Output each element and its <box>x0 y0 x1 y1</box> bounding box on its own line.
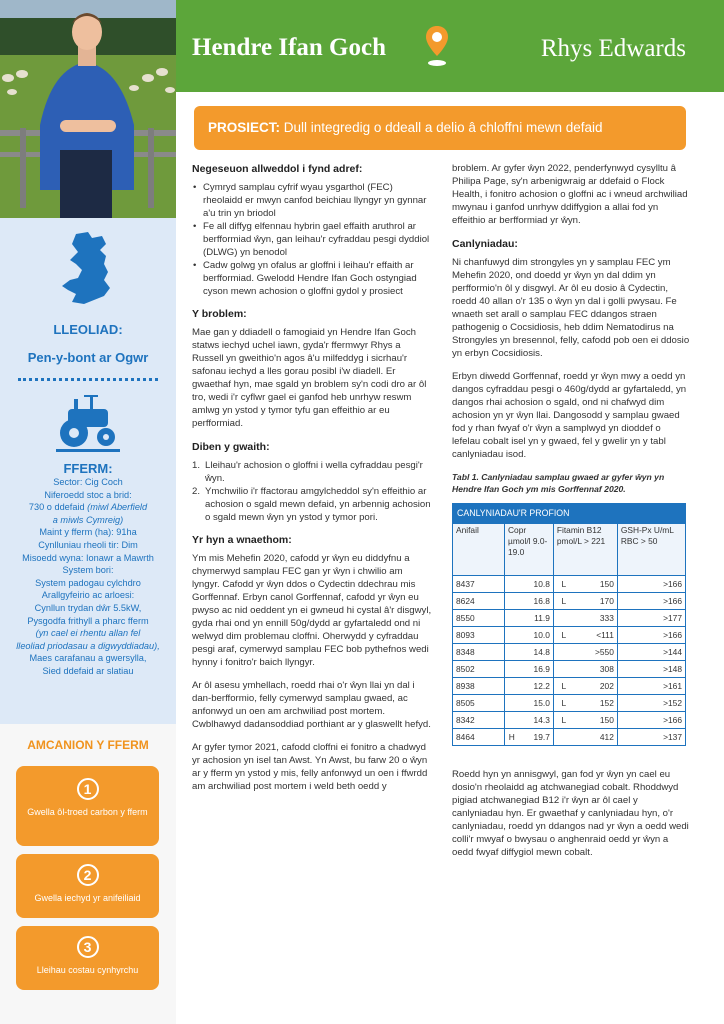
aims-heading: Diben y gwaith: <box>192 441 270 453</box>
cell-animal: 8093 <box>453 627 505 644</box>
cell-gsh: >166 <box>617 593 685 610</box>
what-we-did-paragraph-2: Ar ôl asesu ymhellach, roedd rhai o'r ŵyn llai yn dal i dan-berfformio, felly cymerwyd samplau gwaed, ac anfonwyd un oen am archwiliad post mortem. Cwblhawyd dadansoddiad porthiant ar y glaswellt hefyd. <box>192 680 431 730</box>
farm-grazing-value: System padogau cylchdro <box>35 577 141 588</box>
cell-animal: 8464 <box>453 729 505 746</box>
cell-b12-value: 152 <box>599 697 614 708</box>
cell-copper: 14.8 <box>519 644 554 661</box>
cell-copper: 16.9 <box>519 661 554 678</box>
farm-stock-label: Niferoedd stoc a brid: <box>44 489 132 500</box>
cell-gsh: >152 <box>617 695 685 712</box>
farm-diversification-5: Maes carafanau a gwersylla, <box>29 653 147 664</box>
cell-b12 <box>553 644 617 661</box>
location-value: Pen-y-bont ar Ogwr <box>27 350 149 365</box>
cell-animal: 8550 <box>453 610 505 627</box>
what-we-did-paragraph-1: Ym mis Mehefin 2020, cafodd yr ŵyn eu diddyfnu a chymerwyd samplau FEC gan yr ŵyn i chwilio am lyngyr. Cafodd yr ŵyn ddos o Cydectin ddechrau mis Gorffennaf. Erbyn canol Gorffennaf, cafodd yr ŵyn eu pwyso ac nid oeddent yn ei gwneud hi cystal â'r disgwyl, gyda rhai ond yn ennill 50g/dydd ar gyfartaledd ond ni welwyd dim problemau cloffni. Oherwydd y cyfraddau pesgi araf, cymerwyd samplau FEC bob pythefnos wedi hynny i fonitro'r baich llyngyr. <box>192 553 432 668</box>
content-column-left <box>192 162 432 803</box>
table-row <box>453 610 686 627</box>
cell-copper-flag <box>505 712 519 729</box>
cell-b12-value: 202 <box>599 680 614 691</box>
cell-b12-flag: L <box>561 714 567 725</box>
cell-copper: 16.8 <box>519 593 554 610</box>
aim-text-2: Gwella iechyd yr anifeiliaid <box>34 893 141 903</box>
key-message-item: • Cadw golwg yn ofalus ar gloffni i leihau'r effaith ar berfformiad. Gwelodd Hendre Ifan Goch ostyngiad cyson mewn achosion o gloffni gydol y prosiect <box>192 259 432 298</box>
table-row <box>453 576 686 593</box>
location-label: LLEOLIAD: <box>53 322 123 337</box>
cell-copper: 14.3 <box>519 712 554 729</box>
problem-heading: Y broblem: <box>192 308 247 320</box>
cell-animal: 8348 <box>453 644 505 661</box>
cell-b12-value: 150 <box>599 714 614 725</box>
cell-copper-flag <box>505 644 519 661</box>
cell-animal: 8342 <box>453 712 505 729</box>
cell-gsh: >161 <box>617 678 685 695</box>
divider <box>18 378 158 381</box>
table-header-copper: Copr µmol/l 9.0-19.0 <box>505 524 554 576</box>
aim-card-3 <box>16 926 159 990</box>
cell-copper: 11.9 <box>519 610 554 627</box>
table-header-animal: Anifail <box>453 524 505 576</box>
cell-b12 <box>553 712 617 729</box>
cell-gsh: >144 <box>617 644 685 661</box>
farm-land-schemes: Cynlluniau rheoli tir: Dim <box>38 539 138 550</box>
page-header <box>176 0 724 92</box>
aims-list <box>192 459 432 524</box>
key-messages-heading: Negeseuon allweddol i fynd adref: <box>192 163 363 175</box>
aim-number-3: 3 <box>77 936 99 958</box>
results-table <box>452 503 686 746</box>
cell-b12-flag: L <box>561 629 567 640</box>
farm-lambing: Misoedd wyna: Ionawr a Mawrth <box>22 552 154 563</box>
cell-b12-value: 150 <box>599 578 614 589</box>
wales-map-icon <box>0 230 176 310</box>
cell-gsh: >166 <box>617 627 685 644</box>
table-row <box>453 644 686 661</box>
cell-copper: 10.0 <box>519 627 554 644</box>
farm-diversification-1: Cynllun trydan dŵr 5.5kW, <box>34 602 142 613</box>
cell-b12-flag: L <box>561 680 567 691</box>
closing-paragraph: Roedd hyn yn annisgwyl, gan fod yr ŵyn yn cael eu dosio'n rheolaidd ag atchwanegiad cobalt. Rhoddwyd pigiad atchwanegiad B12 i'r ŵyn ar ôl cael y canlyniadau hyn. Er gwaethaf y canlyniadau hyn, o'r canlyniadau, roedd yn ddangos nad yr ŵyn a oedd wedi colli'r mwyaf o bwysau o anghenraid oedd yr ŵyn a oedd fwyaf diffygiol mewn cobalt. <box>452 769 689 858</box>
aim-number-1: 1 <box>77 778 99 800</box>
cell-animal: 8938 <box>453 678 505 695</box>
results-paragraph-1: Ni chanfuwyd dim strongyles yn y samplau FEC ym Mehefin 2020, ond doedd yr ŵyn yn dal ddim yn perfformio'n ôl y disgwyl. Ar ôl eu dosio â Cydectin, roedd 40 allan o'r 135 o ŵyn yn dal i golli pwysau. Fe wnaeth set arall o samplau FEC ddangos straen pathogenig o Cocsidiosis, heb ddim Nematodirus na Strongyles yn bresennol, felly, cafodd pob oen ei ddosio yn erbyn Cocsidiosis. <box>452 257 690 359</box>
farm-grazing-label: System bori: <box>62 565 114 576</box>
cell-gsh: >166 <box>617 576 685 593</box>
cell-animal: 8502 <box>453 661 505 678</box>
cell-gsh: >166 <box>617 712 685 729</box>
farm-aims-title: AMCANION Y FFERM <box>27 738 149 752</box>
table-header-gsh: GSH-Px U/mL RBC > 50 <box>617 524 685 576</box>
project-title: Dull integredig o ddeall a delio â chloffni mewn defaid <box>283 120 603 135</box>
aim-number-2: 2 <box>77 864 99 886</box>
cell-animal: 8624 <box>453 593 505 610</box>
cell-b12 <box>553 576 617 593</box>
farm-diversification-label: Arallgyfeirio ac arloesi: <box>41 590 135 601</box>
cell-copper-flag <box>505 661 519 678</box>
table-row <box>453 729 686 746</box>
tractor-icon <box>0 391 176 453</box>
farm-aims-panel <box>0 724 176 1024</box>
aim-card-2 <box>16 854 159 918</box>
farm-diversification-3: (yn cael ei rhentu allan fel <box>35 628 141 639</box>
key-message-item: • Cymryd samplau cyfrif wyau ysgarthol (FEC) rheolaidd er mwyn canfod beichiau llyngyr yn gynnar a'u trin yn briodol <box>192 181 432 220</box>
cell-copper-flag <box>505 627 519 644</box>
table-title: CANLYNIADAU'R PROFION <box>453 504 686 524</box>
cell-copper-flag <box>505 593 519 610</box>
cell-animal: 8505 <box>453 695 505 712</box>
cell-copper-flag: H <box>505 729 519 746</box>
what-we-did-heading: Yr hyn a wnaethom: <box>192 534 292 546</box>
table-header-b12: Fitamin B12 pmol/L > 221 <box>553 524 617 576</box>
cell-b12-flag: L <box>561 697 567 708</box>
cell-b12-flag: L <box>561 595 567 606</box>
aim-list-item: 1. Lleihau'r achosion o gloffni i wella cyfraddau pesgi'r ŵyn. <box>192 460 423 484</box>
cell-gsh: >177 <box>617 610 685 627</box>
farm-diversification-2: Pysgodfa frithyll a pharc fferm <box>27 615 149 626</box>
project-banner <box>194 106 686 150</box>
cell-b12-value: <111 <box>596 629 614 640</box>
table-row <box>453 661 686 678</box>
farm-label: FFERM: <box>63 461 113 476</box>
key-messages-list <box>192 181 432 298</box>
results-heading: Canlyniadau: <box>452 238 518 250</box>
table-row <box>453 593 686 610</box>
project-label: PROSIECT: <box>208 120 281 135</box>
cell-copper-flag <box>505 610 519 627</box>
cell-b12 <box>553 695 617 712</box>
farm-diversification-4: lleoliad priodasau a digwyddiadau), <box>16 640 160 651</box>
farmer-photo <box>0 0 176 218</box>
continued-paragraph: broblem. Ar gyfer ŵyn 2022, penderfynwyd cysylltu â Philipa Page, sy'n arbenigwraig ar ddefaid o Flock Health, i fonitro achosion o gloffni ac i wneud archwiliad mwynau i ganfod unrhyw ddiffygion a allai fod yn effeithio ar berfformiad yr ŵyn. <box>452 163 688 226</box>
aim-text-3: Lleihau costau cynhyrchu <box>36 965 139 975</box>
aim-list-item: 2. Ymchwilio i'r ffactorau amgylcheddol sy'n effeithio ar achosion o sgald mewn defaid, yn arbennig achosion o sgald mewn ŵyn yn ystod y tymor pori. <box>192 486 431 523</box>
table-row <box>453 678 686 695</box>
results-paragraph-2: Erbyn diwedd Gorffennaf, roedd yr ŵyn mwy a oedd yn dangos cyfraddau pesgi o 460g/dydd ar gyfartaledd, yn dangos rhai achosion o sgald, ond ni chafwyd dim achosion yn yr ŵyn llai. Dangosodd y samplau gwaed fod y rhan fwyaf o'r ŵyn a samplwyd yn dioddef o lefelau cobalt isel yn y gwaed, fel y gwelir yn y tabl canlyniadau isod. <box>452 371 687 460</box>
table-caption: Tabl 1. Canlyniadau samplau gwaed ar gyfer ŵyn yn Hendre Ifan Goch ym mis Gorffennaf 2020. <box>452 472 665 494</box>
cell-copper-flag <box>505 678 519 695</box>
farm-diversification-6: Sied ddefaid ar slatiau <box>42 665 134 676</box>
cell-b12 <box>553 729 617 746</box>
cell-copper: 19.7 <box>519 729 554 746</box>
cell-copper: 12.2 <box>519 678 554 695</box>
cell-gsh: >137 <box>617 729 685 746</box>
cell-copper: 15.0 <box>519 695 554 712</box>
content-column-right <box>452 162 690 869</box>
farm-size: Maint y fferm (ha): 91ha <box>39 527 137 538</box>
cell-b12 <box>553 661 617 678</box>
aim-text-1: Gwella ôl-troed carbon y fferm <box>27 807 148 817</box>
cell-animal: 8437 <box>453 576 505 593</box>
cell-b12-value: 333 <box>599 612 614 623</box>
key-message-item: • Fe all diffyg elfennau hybrin gael effaith aruthrol ar berfformiad ŵyn, gan leihau'r cyfraddau pesgi dyddiol (DLWG) yn benodol <box>192 220 432 259</box>
problem-paragraph: Mae gan y ddiadell o famogiaid yn Hendre Ifan Goch statws iechyd uchel iawn, gyda'r ffermwyr Rhys a Russell yn gweithio'n agos â'u milfeddyg i sicrhau'r safonau iechyd a lles gorau posibl i'w diadell. Er gwaethaf hyn, mae sgald yn broblem sy'n codi dro ar ôl tro, wedi i'r cyflwr gael ei ganfod heb unrhyw reswm amlwg yn ystod y tymor tyfu gan effeithio ar eu perfformiad. <box>192 327 427 429</box>
farm-name-title: Hendre Ifan Goch <box>192 34 386 61</box>
location-pin-icon <box>424 24 450 73</box>
table-row <box>453 627 686 644</box>
farm-stock-note: a miwls Cymreig) <box>52 514 124 525</box>
table-body <box>453 576 686 746</box>
sidebar <box>0 0 176 1024</box>
cell-copper: 10.8 <box>519 576 554 593</box>
cell-b12-value: 308 <box>599 663 614 674</box>
cell-b12 <box>553 593 617 610</box>
farmer-name: Rhys Edwards <box>540 35 686 62</box>
table-row <box>453 712 686 729</box>
cell-b12-value: >550 <box>594 646 614 657</box>
cell-b12-flag: L <box>561 578 567 589</box>
cell-gsh: >148 <box>617 661 685 678</box>
cell-copper-flag <box>505 576 519 593</box>
cell-b12 <box>553 627 617 644</box>
farm-stock-value: 730 o ddefaid (miwl Aberfield <box>28 502 148 513</box>
cell-b12-value: 170 <box>599 595 614 606</box>
farm-sector: Sector: Cig Coch <box>53 477 123 487</box>
what-we-did-paragraph-3: Ar gyfer tymor 2021, cafodd cloffni ei fonitro a chadwyd yr achosion yn isel tan Awst. Yn Awst, bu farw 20 o ŵyn ar y fferm yn ystod y mis, felly anfonwyd un oen i ffwrdd am archwiliad post mortem i weld beth oedd y <box>192 742 428 792</box>
aim-card-1 <box>16 766 159 846</box>
cell-b12 <box>553 610 617 627</box>
cell-b12-value: 412 <box>599 731 614 742</box>
cell-copper-flag <box>505 695 519 712</box>
table-row <box>453 695 686 712</box>
cell-b12 <box>553 678 617 695</box>
